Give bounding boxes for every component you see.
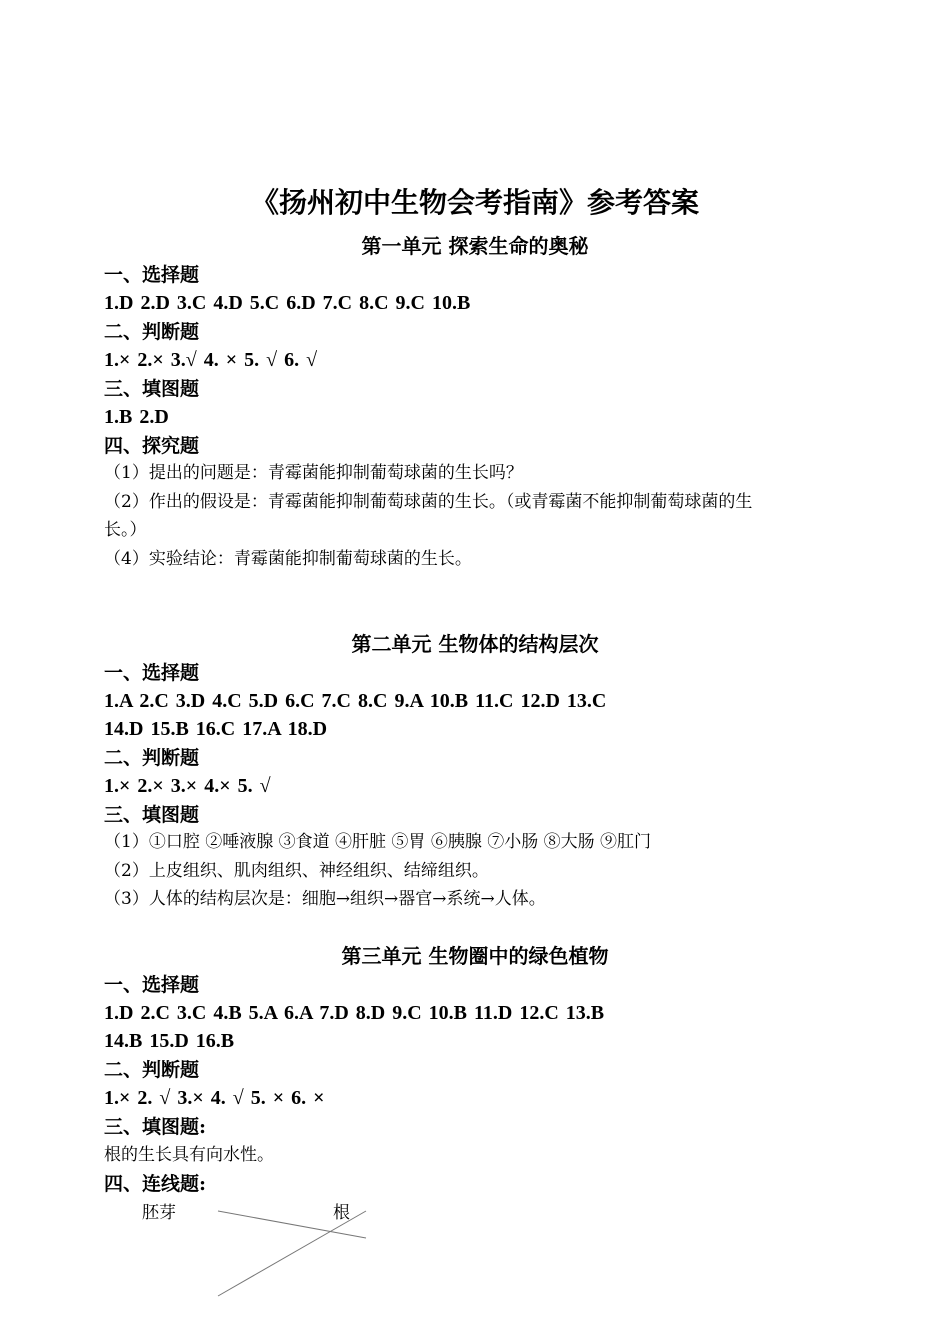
- unit1-figure-answers: 1.B 2.D: [104, 406, 169, 428]
- unit2-figure-line1: （1）①口腔 ②唾液腺 ③食道 ④肝脏 ⑤胃 ⑥胰腺 ⑦小肠 ⑧大肠 ⑨肛门: [104, 832, 652, 852]
- unit2-heading: 第二单元 生物体的结构层次: [351, 632, 599, 656]
- unit2-judge-answers: 1.× 2.× 3.× 4.× 5. √: [104, 775, 271, 797]
- unit1-heading: 第一单元 探索生命的奥秘: [361, 234, 589, 258]
- unit3-figure-title: 三、填图题:: [104, 1116, 207, 1138]
- unit3-choice-title: 一、选择题: [104, 974, 200, 996]
- unit2-figure-line2: （2）上皮组织、肌肉组织、神经组织、结缔组织。: [104, 861, 489, 881]
- unit2-judge-title: 二、判断题: [104, 747, 200, 769]
- unit2-figure-title: 三、填图题: [104, 804, 200, 826]
- unit2-figure-line3: （3）人体的结构层次是：细胞→组织→器官→系统→人体。: [104, 889, 546, 909]
- unit1-inquiry-line4: （4）实验结论：青霉菌能抑制葡萄球菌的生长。: [104, 549, 472, 569]
- unit1-judge-title: 二、判断题: [104, 321, 200, 343]
- unit3-heading: 第三单元 生物圈中的绿色植物: [341, 944, 609, 968]
- unit1-choice-title: 一、选择题: [104, 264, 200, 286]
- unit3-choice-answers-b: 14.B 15.D 16.B: [104, 1030, 235, 1052]
- unit1-judge-answers: 1.× 2.× 3.√ 4. × 5. √ 6. √: [104, 349, 318, 371]
- unit2-choice-title: 一、选择题: [104, 662, 200, 684]
- matching-line-2: [218, 1211, 366, 1296]
- unit3-choice-answers-a: 1.D 2.C 3.C 4.B 5.A 6.A 7.D 8.D 9.C 10.B 11.D 12.C 13.B: [104, 1002, 605, 1024]
- unit1-inquiry-title: 四、探究题: [104, 435, 200, 457]
- unit2-choice-answers-b: 14.D 15.B 16.C 17.A 18.D: [104, 718, 328, 740]
- matching-right-item: 根: [333, 1203, 350, 1223]
- unit1-figure-title: 三、填图题: [104, 378, 200, 400]
- page-title: 《扬州初中生物会考指南》参考答案: [250, 186, 699, 219]
- unit3-figure-line1: 根的生长具有向水性。: [104, 1145, 274, 1165]
- unit1-inquiry-line1: （1）提出的问题是：青霉菌能抑制葡萄球菌的生长吗？: [104, 463, 523, 483]
- unit3-matching-title: 四、连线题:: [104, 1173, 207, 1195]
- unit2-choice-answers-a: 1.A 2.C 3.D 4.C 5.D 6.C 7.C 8.C 9.A 10.B 11.C 12.D 13.C: [104, 690, 607, 712]
- unit3-judge-answers: 1.× 2. √ 3.× 4. √ 5. × 6. ×: [104, 1087, 325, 1109]
- unit1-inquiry-line3: 长。）: [104, 520, 147, 540]
- unit1-inquiry-line2: （2）作出的假设是：青霉菌能抑制葡萄球菌的生长。（或青霉菌不能抑制葡萄球菌的生: [104, 492, 753, 512]
- matching-line-1: [218, 1211, 366, 1238]
- unit3-judge-title: 二、判断题: [104, 1059, 200, 1081]
- unit1-choice-answers: 1.D 2.D 3.C 4.D 5.C 6.D 7.C 8.C 9.C 10.B: [104, 292, 471, 314]
- matching-left-item: 胚芽: [142, 1203, 176, 1223]
